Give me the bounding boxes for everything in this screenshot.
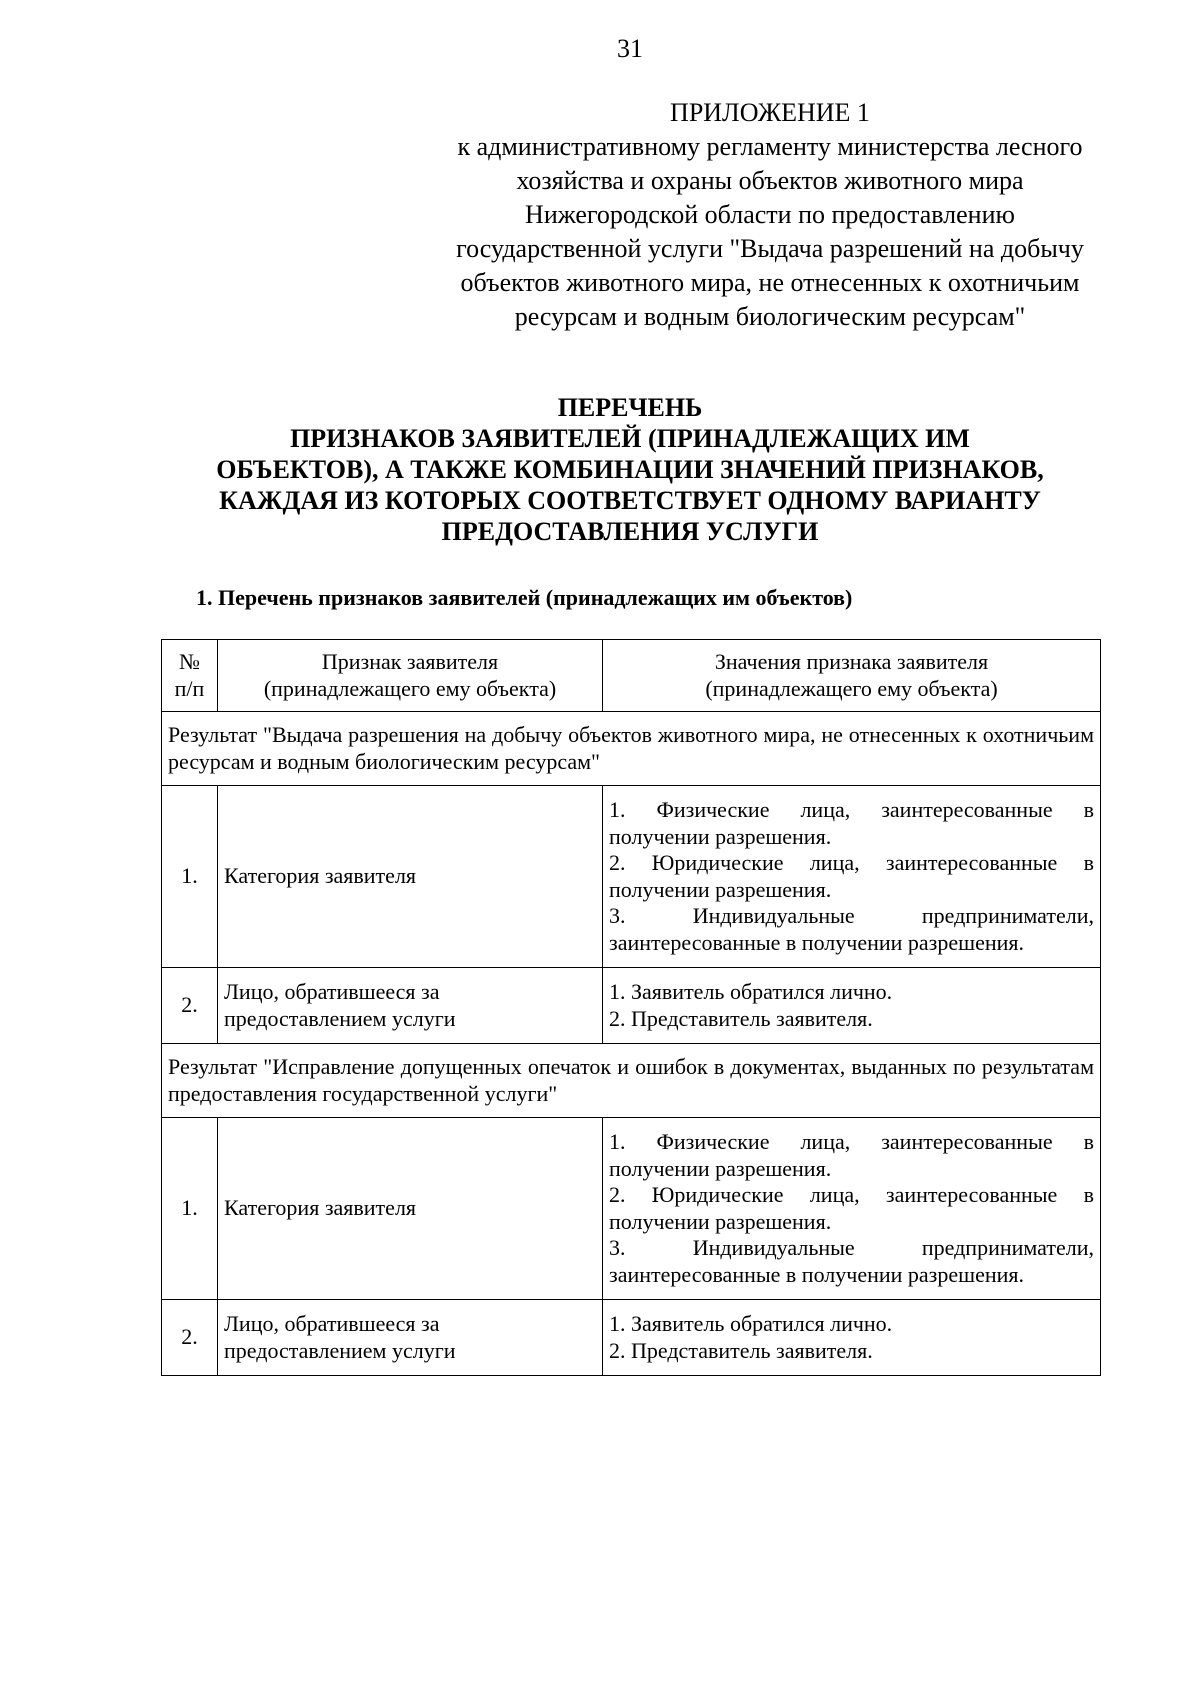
result-cell: Результат "Выдача разрешения на добычу объектов животного мира, не отнесенных к охотничьим ресурсам и водным биологическим ресурсам" <box>162 712 1101 786</box>
appendix-line: государственной услуги "Выдача разрешений на добычу <box>456 234 1084 263</box>
section-title: 1. Перечень признаков заявителей (принадлежащих им объектов) <box>196 585 853 610</box>
table-row <box>162 786 1101 968</box>
row-values <box>603 1300 1101 1376</box>
row-num: 1. <box>162 786 218 968</box>
value-item: 2. Представитель заявителя. <box>609 1005 873 1031</box>
row-sign-line: предоставлением услуги <box>224 1337 456 1363</box>
table-row <box>162 1300 1101 1376</box>
header-num-line: № <box>179 649 200 674</box>
document-heading <box>160 392 1100 547</box>
value-item: 1. Физические лица, заинтересованные в получении разрешения. <box>609 1129 1094 1181</box>
row-values <box>603 786 1101 968</box>
row-sign-line: предоставлением услуги <box>224 1005 456 1031</box>
table-row <box>162 968 1101 1044</box>
row-values <box>603 968 1101 1044</box>
row-num: 1. <box>162 1118 218 1300</box>
table-row <box>162 1118 1101 1300</box>
row-num: 2. <box>162 968 218 1044</box>
page-number: 31 <box>617 34 643 63</box>
header-sign-line: (принадлежащего ему объекта) <box>263 675 557 701</box>
result-row <box>162 1044 1101 1118</box>
row-sign <box>218 968 603 1044</box>
value-item: 3. Индивидуальные предприниматели, заинтересованные в получении разрешения. <box>609 1235 1094 1287</box>
header-sign-line: Признак заявителя <box>321 649 499 674</box>
appendix-line: хозяйства и охраны объектов животного мира <box>516 166 1024 195</box>
row-num: 2. <box>162 1300 218 1376</box>
result-cell: Результат "Исправление допущенных опечаток и ошибок в документах, выданных по результатам предоставления государственной услуги" <box>162 1044 1101 1118</box>
heading-line: ПРЕДОСТАВЛЕНИЯ УСЛУГИ <box>441 517 819 546</box>
row-sign-line: Лицо, обратившееся за <box>224 1311 440 1336</box>
value-item: 1. Заявитель обратился лично. <box>609 979 893 1004</box>
appendix-line: ресурсам и водным биологическим ресурсам" <box>514 302 1026 331</box>
appendix-line: Нижегородской области по предоставлению <box>525 200 1015 229</box>
row-sign-line: Лицо, обратившееся за <box>224 979 440 1004</box>
table-header-row <box>162 640 1101 712</box>
value-item: 1. Заявитель обратился лично. <box>609 1311 893 1336</box>
appendix-title: ПРИЛОЖЕНИЕ 1 <box>670 98 870 127</box>
row-values <box>603 1118 1101 1300</box>
value-item: 3. Индивидуальные предприниматели, заинтересованные в получении разрешения. <box>609 903 1094 955</box>
header-value <box>603 640 1101 712</box>
heading-line: КАЖДАЯ ИЗ КОТОРЫХ СООТВЕТСТВУЕТ ОДНОМУ ВАРИАНТУ <box>219 486 1041 515</box>
header-num-line: п/п <box>174 675 205 701</box>
result-row <box>162 712 1101 786</box>
row-sign <box>218 1300 603 1376</box>
header-sign <box>218 640 603 712</box>
appendix-block <box>420 96 1120 334</box>
heading-line: ОБЪЕКТОВ), А ТАКЖЕ КОМБИНАЦИИ ЗНАЧЕНИЙ ПРИЗНАКОВ, <box>216 455 1044 484</box>
header-value-line: (принадлежащего ему объекта) <box>705 675 998 701</box>
heading-line: ПЕРЕЧЕНЬ <box>557 393 703 422</box>
header-value-line: Значения признака заявителя <box>714 649 989 674</box>
row-sign: Категория заявителя <box>218 1118 603 1300</box>
value-item: 2. Представитель заявителя. <box>609 1337 873 1363</box>
heading-line: ПРИЗНАКОВ ЗАЯВИТЕЛЕЙ (ПРИНАДЛЕЖАЩИХ ИМ <box>290 424 970 453</box>
value-item: 1. Физические лица, заинтересованные в получении разрешения. <box>609 797 1094 849</box>
value-item: 2. Юридические лица, заинтересованные в получении разрешения. <box>609 1182 1094 1234</box>
appendix-line: к административному регламенту министерства лесного <box>457 132 1083 161</box>
header-num <box>162 640 218 712</box>
appendix-line: объектов животного мира, не отнесенных к охотничьим <box>460 268 1080 297</box>
applicant-signs-table <box>161 639 1101 1376</box>
value-item: 2. Юридические лица, заинтересованные в получении разрешения. <box>609 850 1094 902</box>
row-sign: Категория заявителя <box>218 786 603 968</box>
